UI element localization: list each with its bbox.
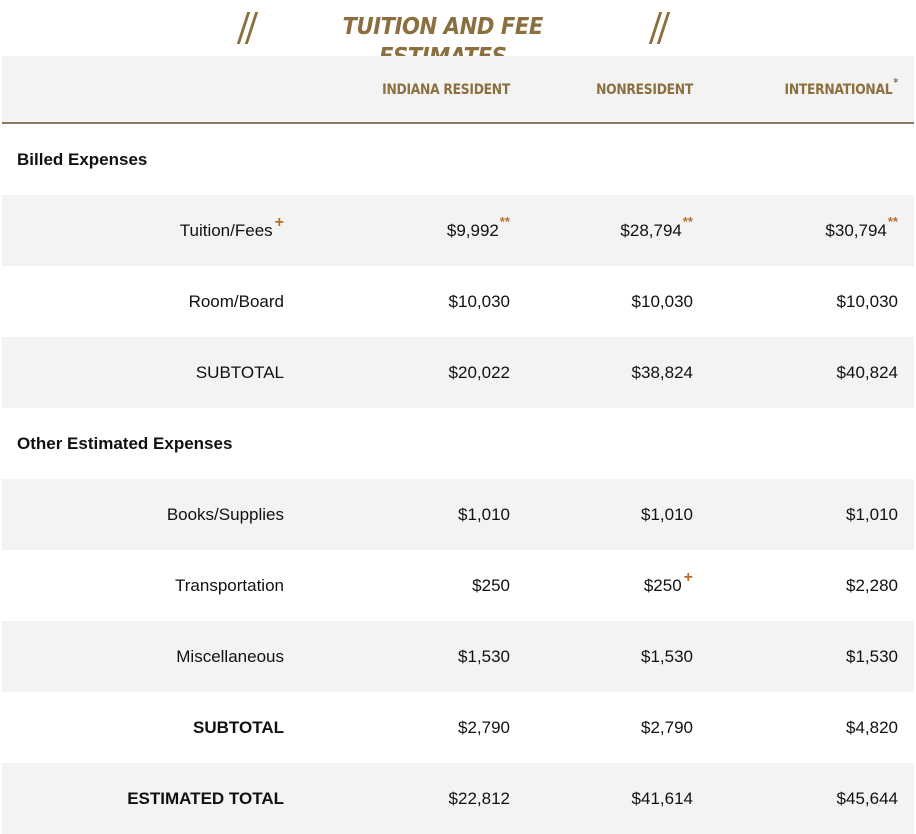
row-label-subtotal-other: SUBTOTAL <box>193 717 284 737</box>
tuition-table <box>2 56 914 834</box>
table-row-books <box>2 479 914 550</box>
table-header-row <box>2 56 914 124</box>
tuition-footnote-mark: + <box>274 213 284 231</box>
transportation-indiana-resident: $250 <box>472 575 510 595</box>
subtotal-billed-nonresident: $38,824 <box>631 362 693 382</box>
subtotal-other-international: $4,820 <box>846 717 898 737</box>
row-label-room-board: Room/Board <box>188 291 284 311</box>
row-label-tuition: Tuition/Fees + <box>179 213 284 240</box>
misc-international: $1,530 <box>846 646 898 666</box>
section-row-billed <box>2 124 914 195</box>
table-row-tuition <box>2 195 914 266</box>
books-indiana-resident: $1,010 <box>458 504 510 524</box>
books-international: $1,010 <box>846 504 898 524</box>
title-bar <box>0 0 916 56</box>
table-row-room-board <box>2 266 914 337</box>
books-nonresident: $1,010 <box>641 504 693 524</box>
row-label-subtotal-billed: SUBTOTAL <box>195 362 284 382</box>
section-label-other-expenses: Other Estimated Expenses <box>17 433 233 453</box>
row-label-estimated-total: ESTIMATED TOTAL <box>127 788 284 808</box>
right-slash-decoration <box>650 12 672 44</box>
table-row-miscellaneous <box>2 621 914 692</box>
tuition-nonresident: $28,794 ** <box>620 214 693 240</box>
transportation-nonresident: $250 + <box>643 568 693 595</box>
table-row-transportation <box>2 550 914 621</box>
subtotal-other-nonresident: $2,790 <box>641 717 693 737</box>
column-header-nonresident: NONRESIDENT <box>596 82 693 98</box>
column-header-indiana-resident: INDIANA RESIDENT <box>382 82 510 98</box>
total-indiana-resident: $22,812 <box>448 788 510 808</box>
subtotal-billed-indiana-resident: $20,022 <box>448 362 510 382</box>
tuition-indiana-resident: $9,992 ** <box>446 214 510 240</box>
row-label-books: Books/Supplies <box>166 504 284 524</box>
subtotal-other-indiana-resident: $2,790 <box>458 717 510 737</box>
column-header-international: INTERNATIONAL * <box>784 75 898 98</box>
transportation-international: $2,280 <box>846 575 898 595</box>
total-international: $45,644 <box>836 788 898 808</box>
subtotal-billed-international: $40,824 <box>836 362 898 382</box>
section-row-other <box>2 408 914 479</box>
page-title: TUITION AND FEE <box>342 14 543 40</box>
room-board-international: $10,030 <box>836 291 898 311</box>
room-board-nonresident: $10,030 <box>631 291 693 311</box>
left-slash-decoration <box>238 12 260 44</box>
table-row-estimated-total <box>2 763 914 834</box>
row-label-miscellaneous: Miscellaneous <box>176 646 284 666</box>
international-footnote-mark: * <box>893 75 898 89</box>
table-row-subtotal-billed <box>2 337 914 408</box>
total-nonresident: $41,614 <box>631 788 693 808</box>
misc-nonresident: $1,530 <box>641 646 693 666</box>
room-board-indiana-resident: $10,030 <box>448 291 510 311</box>
tuition-international: $30,794 ** <box>825 214 898 240</box>
transportation-footnote-mark: + <box>683 568 693 586</box>
row-label-transportation: Transportation <box>175 575 284 595</box>
table-row-subtotal-other <box>2 692 914 763</box>
section-label-billed-expenses: Billed Expenses <box>17 149 148 169</box>
misc-indiana-resident: $1,530 <box>458 646 510 666</box>
